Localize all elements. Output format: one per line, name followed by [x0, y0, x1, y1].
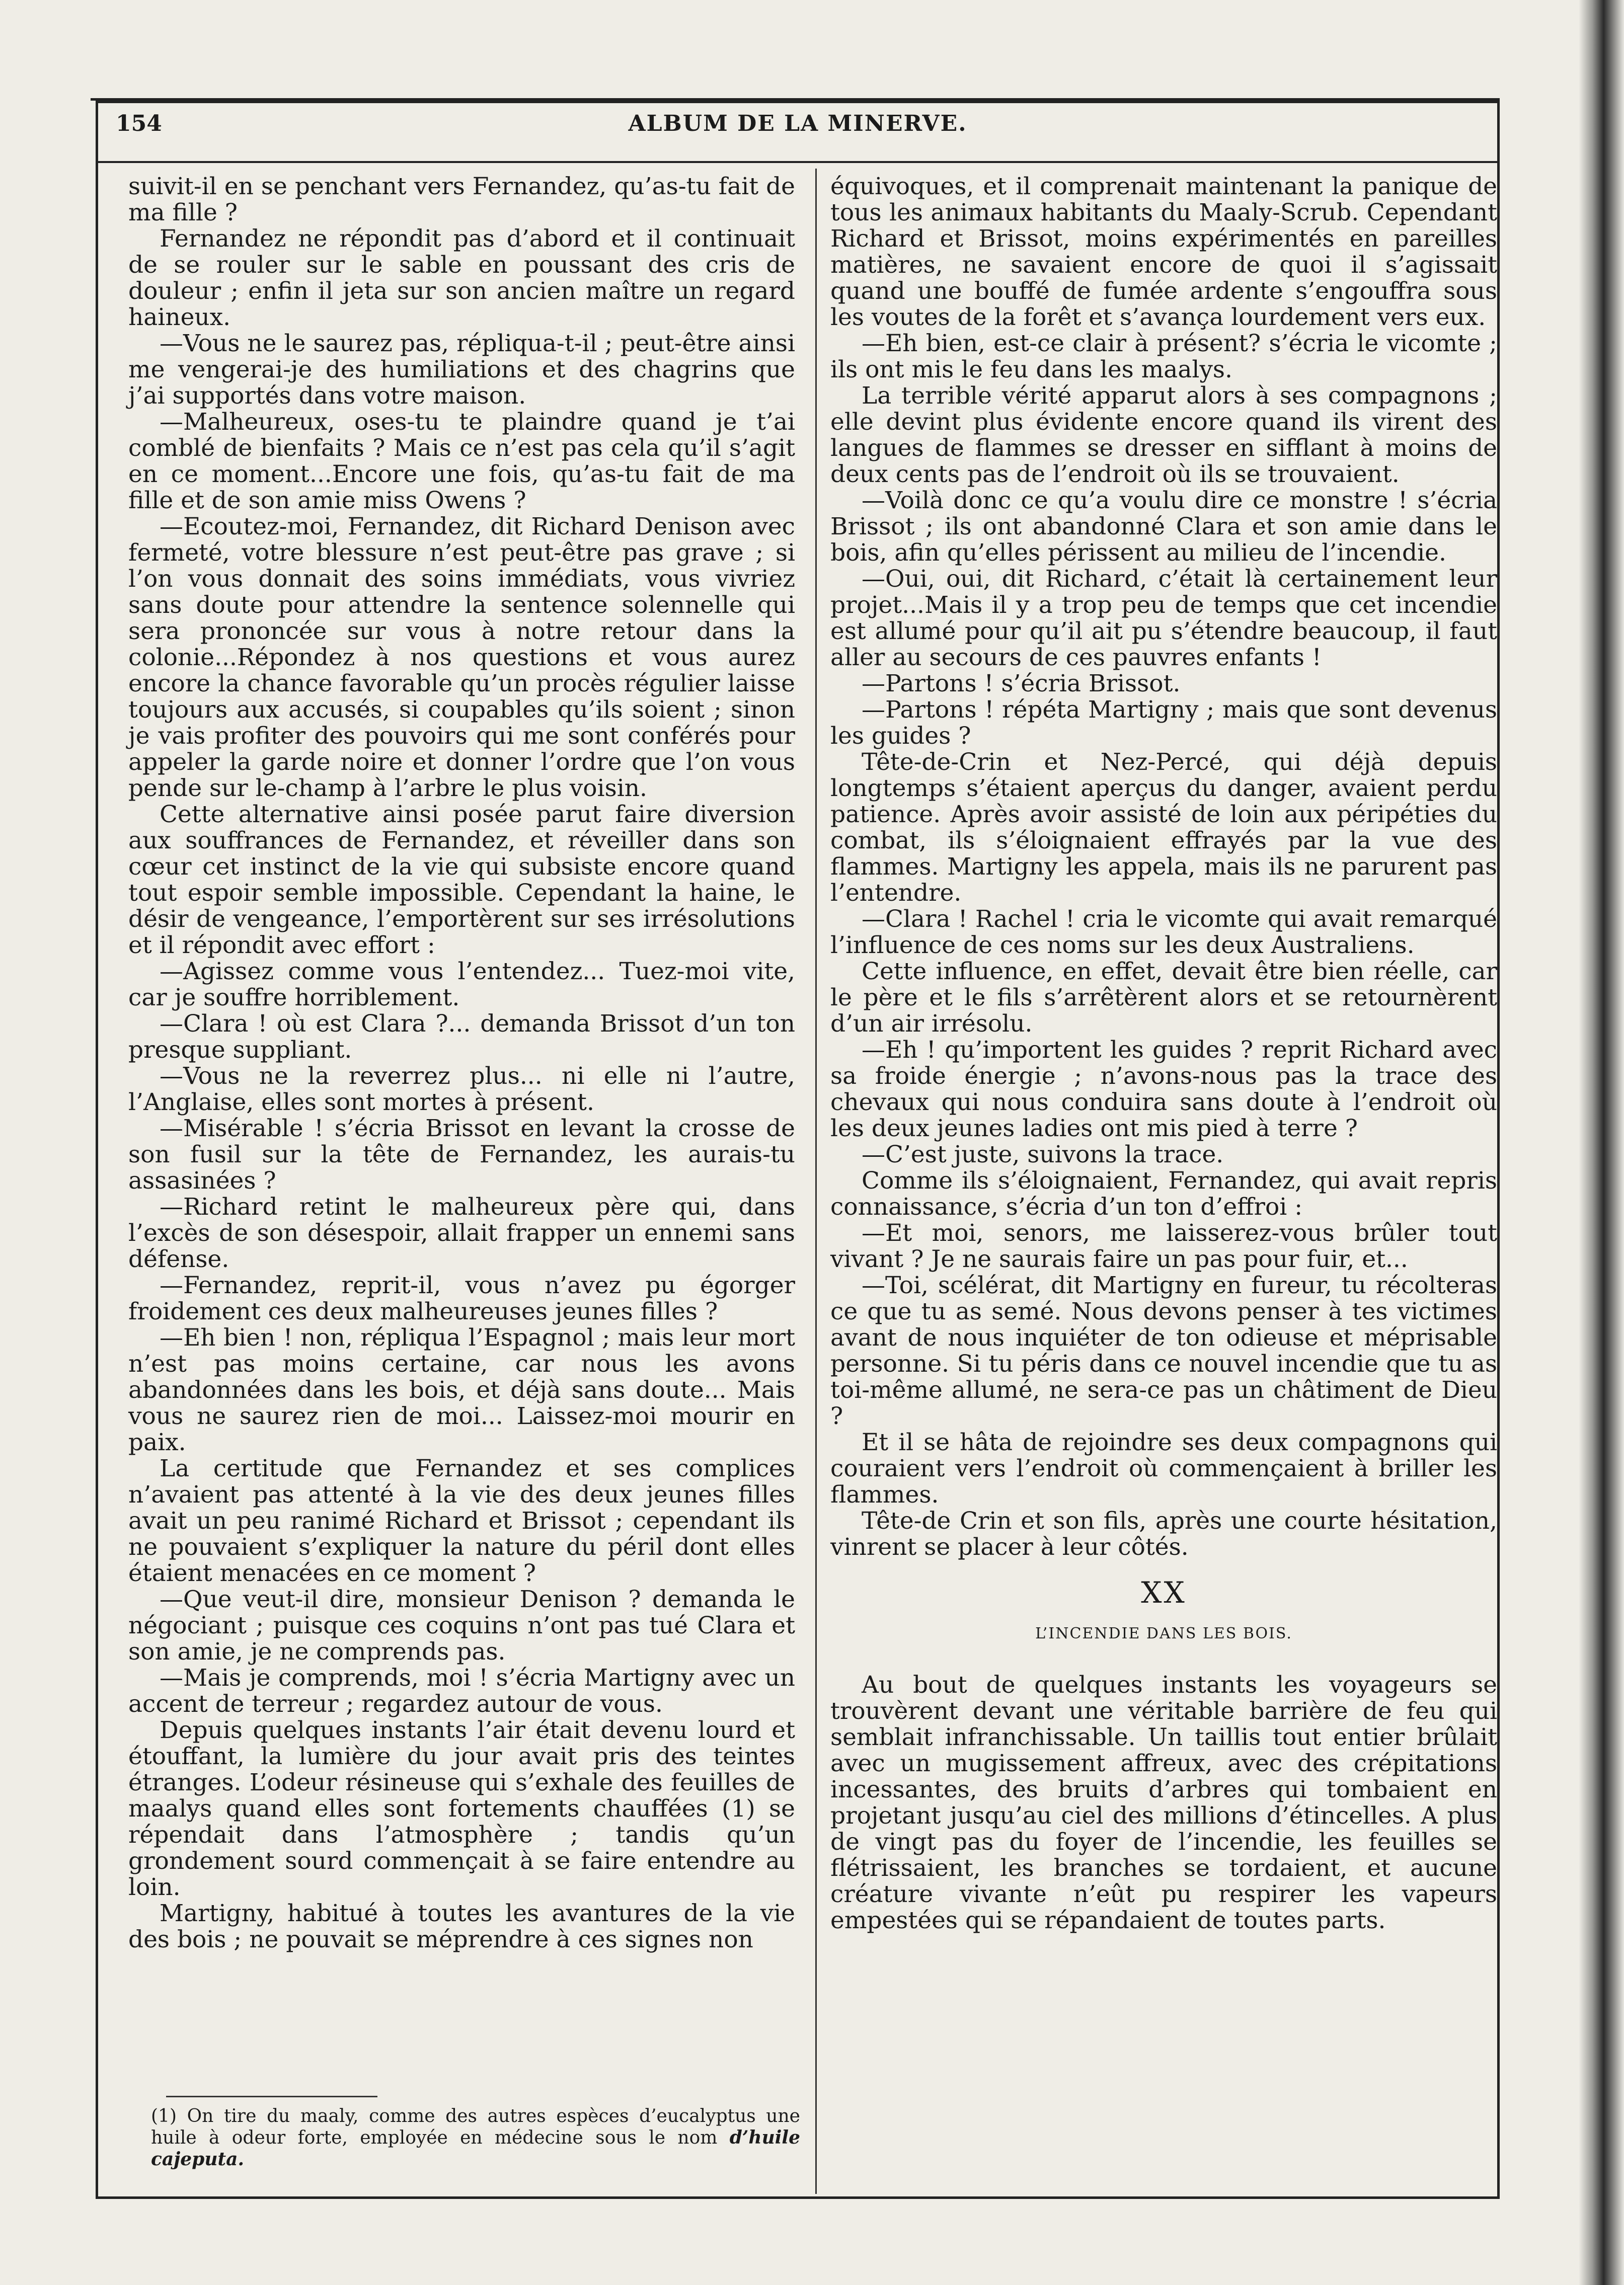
- paragraph: Cette influence, en effet, devait être bien réelle, car le père et le fils s’arrêtèrent alors et se retournèrent d’un air irrésolu.: [830, 958, 1497, 1038]
- paragraph: Cette alternative ainsi posée parut faire diversion aux souffrances de Fernandez, et réveiller dans son cœur cet instinct de la vie qui subsiste encore quand tout espoir semble impossible. Cependant la haine, le désir de vengeance, l’emportèrent sur ses irrésolutions et il répondit avec effort :: [128, 801, 795, 959]
- paragraph: Martigny, habitué à toutes les avantures de la vie des bois ; ne pouvait se méprendre à ces signes non: [128, 1900, 795, 1953]
- chapter-title: L’INCENDIE DANS LES BOIS.: [1035, 1625, 1292, 1642]
- paragraph: Au bout de quelques instants les voyageurs se trouvèrent devant une véritable barrière de feu qui semblait infranchissable. Un taillis tout entier brûlait avec un mugissement affreux, avec des crépitations incessantes, des bruits d’arbres qui tombaient en projetant jusqu’au ciel des millions d’étincelles. A plus de vingt pas du foyer de l’incendie, les feuilles se flétrissaient, les branches se tordaient, et aucune créature vivante n’eût pu respirer les vapeurs empestées qui se répandaient de toutes parts.: [830, 1671, 1497, 1934]
- paragraph: —Que veut-il dire, monsieur Denison ? demanda le négociant ; puisque ces coquins n’ont pas tué Clara et son amie, je ne comprends pas.: [128, 1586, 795, 1666]
- paragraph: —Eh bien ! non, répliqua l’Espagnol ; mais leur mort n’est pas moins certaine, car nous les avons abandonnées dans les bois, et déjà sans doute... Mais vous ne saurez rien de moi... Laissez-moi mourir en paix.: [128, 1324, 795, 1456]
- paragraph: Comme ils s’éloignaient, Fernandez, qui avait repris connaissance, s’écria d’un ton d’effroi :: [830, 1167, 1497, 1221]
- footnote-rule: [166, 2096, 377, 2097]
- paragraph: suivit-il en se penchant vers Fernandez, qu’as-tu fait de ma fille ?: [128, 173, 795, 226]
- paragraph: équivoques, et il comprenait maintenant la panique de tous les animaux habitants du Maaly-Scrub. Cependant Richard et Brissot, moins expérimentés en pareilles matières, ne savaient encore de quoi il s’agissait quand une bouffé de fumée ardente s’engouffra sous les voutes de la forêt et s’avança lourdement vers eux.: [830, 173, 1497, 331]
- paragraph: —Mais je comprends, moi ! s’écria Martigny avec un accent de terreur ; regardez autour de vous.: [128, 1664, 795, 1718]
- paragraph: —Richard retint le malheureux père qui, dans l’excès de son désespoir, allait frapper un ennemi sans défense.: [128, 1193, 795, 1273]
- header-rule: [96, 161, 1500, 163]
- paragraph: Tête-de Crin et son fils, après une courte hésitation, vinrent se placer à leur côtés.: [830, 1507, 1497, 1561]
- paragraph: La certitude que Fernandez et ses complices n’avaient pas attenté à la vie des deux jeunes filles avait un peu ranimé Richard et Brissot ; cependant ils ne pouvaient s’expliquer la nature du péril dont elles étaient menacées en ce moment ?: [128, 1455, 795, 1587]
- column-divider: [815, 169, 817, 2194]
- chapter-number: XX: [1141, 1575, 1187, 1610]
- paragraph: Tête-de-Crin et Nez-Percé, qui déjà depuis longtemps s’étaient aperçus du danger, avaient perdu patience. Après avoir assisté de loin aux péripéties du combat, ils s’éloignaient effrayés par la vue des flammes. Martigny les appela, mais ils ne parurent pas l’entendre.: [830, 748, 1497, 907]
- paragraph: —Vous ne la reverrez plus... ni elle ni l’autre, l’Anglaise, elles sont mortes à présent.: [128, 1062, 795, 1116]
- paragraph: Fernandez ne répondit pas d’abord et il continuait de se rouler sur le sable en poussant des cris de douleur ; enfin il jeta sur son ancien maître un regard haineux.: [128, 225, 795, 331]
- scan-edge-shadow: [1579, 0, 1624, 2285]
- paragraph: —Toi, scélérat, dit Martigny en fureur, tu récolteras ce que tu as semé. Nous devons penser à tes victimes avant de nous inquiéter de ton odieuse et méprisable personne. Si tu péris dans ce nouvel incendie que tu as toi-même allumé, ne sera-ce pas un châtiment de Dieu ?: [830, 1272, 1497, 1430]
- paragraph: —Partons ! s’écria Brissot.: [862, 670, 1181, 697]
- paragraph: —Eh bien, est-ce clair à présent? s’écria le vicomte ; ils ont mis le feu dans les maalys.: [830, 330, 1497, 383]
- running-title: ALBUM DE LA MINERVE.: [628, 111, 967, 136]
- footnote: [151, 2106, 800, 2170]
- paragraph: Depuis quelques instants l’air était devenu lourd et étouffant, la lumière du jour avait pris des teintes étranges. L’odeur résineuse qui s’exhale des feuilles de maalys quand elles sont fortements chauffées (1) se répendait dans l’atmosphère ; tandis qu’un grondement sourd commençait à se faire entendre au loin.: [128, 1716, 795, 1901]
- paragraph: —Oui, oui, dit Richard, c’était là certainement leur projet...Mais il y a trop peu de temps que cet incendie est allumé pour qu’il ait pu s’étendre beaucoup, il faut aller au secours de ces pauvres enfants !: [830, 565, 1497, 671]
- paragraph: —Ecoutez-moi, Fernandez, dit Richard Denison avec fermeté, votre blessure n’est peut-être pas grave ; si l’on vous donnait des soins immédiats, vous vivriez sans doute pour attendre la sentence solennelle qui sera prononcée sur vous à notre retour dans la colonie...Répondez à nos questions et vous aurez encore la chance favorable qu’un procès régulier laisse toujours aux accusés, si coupables qu’ils soient ; sinon je vais profiter des pouvoirs qui me sont conférés pour appeler la garde noire et donner l’ordre que l’on vous pende sur le-champ à l’arbre le plus voisin.: [128, 513, 795, 802]
- paragraph: —Et moi, senors, me laisserez-vous brûler tout vivant ? Je ne saurais faire un pas pour fuir, et...: [830, 1219, 1497, 1273]
- paragraph: —Clara ! où est Clara ?... demanda Brissot d’un ton presque suppliant.: [128, 1010, 795, 1064]
- right-column: [830, 174, 1497, 1934]
- paragraph: —Fernandez, reprit-il, vous n’avez pu égorger froidement ces deux malheureuses jeunes filles ?: [128, 1272, 795, 1325]
- paragraph: La terrible vérité apparut alors à ses compagnons ; elle devint plus évidente encore quand ils virent des langues de flammes se dresser en sifflant à moins de deux cents pas de l’endroit où ils se trouvaient.: [830, 382, 1497, 488]
- paragraph: —Malheureux, oses-tu te plaindre quand je t’ai comblé de bienfaits ? Mais ce n’est pas cela qu’il s’agit en ce moment...Encore une fois, qu’as-tu fait de ma fille et de son amie miss Owens ?: [128, 408, 795, 514]
- paragraph: —Eh ! qu’importent les guides ? reprit Richard avec sa froide énergie ; n’avons-nous pas la trace des chevaux qui nous conduira sans doute à l’endroit où les deux jeunes ladies ont mis pied à terre ?: [830, 1036, 1497, 1142]
- page-header: [96, 106, 1500, 151]
- page-number: 154: [116, 111, 162, 136]
- footnote-italic-term: d’huile cajeputa.: [151, 2127, 800, 2170]
- paragraph: Et il se hâta de rejoindre ses deux compagnons qui couraient vers l’endroit où commençaient à briller les flammes.: [830, 1429, 1497, 1509]
- paragraph: —Partons ! répéta Martigny ; mais que sont devenus les guides ?: [830, 696, 1497, 750]
- paragraph: —Agissez comme vous l’entendez... Tuez-moi vite, car je souffre horriblement.: [128, 958, 795, 1011]
- footnote-text: (1) On tire du maaly, comme des autres espèces d’eucalyptus une huile à odeur forte, employée en médecine sous le nom: [151, 2106, 800, 2148]
- paragraph: —Voilà donc ce qu’a voulu dire ce monstre ! s’écria Brissot ; ils ont abandonné Clara et son amie dans le bois, afin qu’elles périssent au milieu de l’incendie.: [830, 487, 1497, 567]
- paragraph: —C’est juste, suivons la trace.: [862, 1141, 1224, 1168]
- paragraph: —Vous ne le saurez pas, répliqua-t-il ; peut-être ainsi me vengerai-je des humiliations et des chagrins que j’ai supportés dans votre maison.: [128, 330, 795, 410]
- paragraph: —Misérable ! s’écria Brissot en levant la crosse de son fusil sur la tête de Fernandez, les aurais-tu assasinées ?: [128, 1115, 795, 1195]
- paragraph: —Clara ! Rachel ! cria le vicomte qui avait remarqué l’influence de ces noms sur les deux Australiens.: [830, 905, 1497, 959]
- left-column: [128, 174, 795, 1953]
